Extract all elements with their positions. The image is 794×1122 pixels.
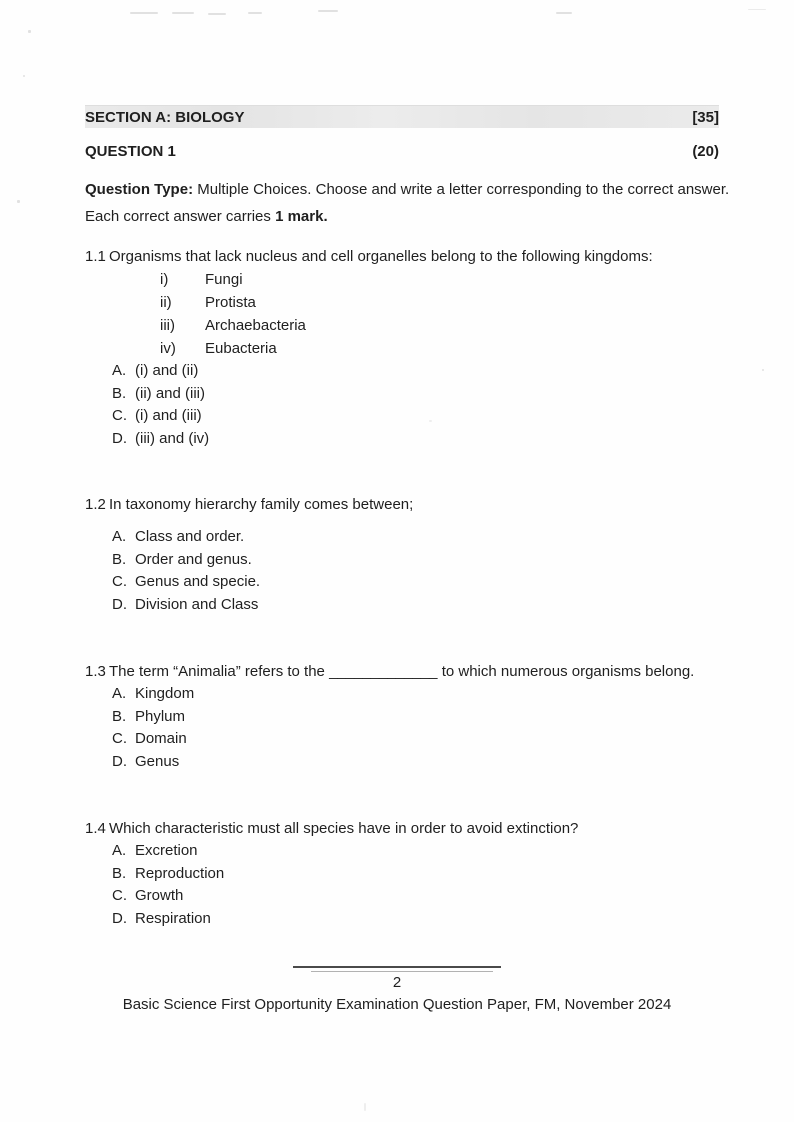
option-label: A. <box>112 362 127 379</box>
option-label: D. <box>112 909 127 927</box>
option-text: Phylum <box>135 707 186 725</box>
option-text: Domain <box>135 730 187 747</box>
option-text: Respiration <box>135 909 211 927</box>
option-label: C. <box>112 887 127 904</box>
option-text: Reproduction <box>135 864 225 882</box>
footer-text: Basic Science First Opportunity Examination Question Paper, FM, November 2024 <box>122 996 672 1013</box>
option <box>85 728 719 751</box>
question-stem <box>85 817 719 840</box>
scan-artifact <box>364 1103 366 1111</box>
option-label: A. <box>112 528 127 545</box>
option-text: (i) and (iii) <box>135 407 202 424</box>
option <box>85 405 719 428</box>
option-text: Order and genus. <box>135 550 252 568</box>
option <box>85 840 719 863</box>
section-marks: [35] <box>692 108 719 126</box>
roman-item-label: i) <box>160 271 169 288</box>
question-stem <box>85 245 719 268</box>
option <box>85 706 719 729</box>
question-stem <box>85 660 719 683</box>
scan-artifact <box>748 9 766 10</box>
question-1-4 <box>85 817 719 930</box>
option <box>85 526 719 549</box>
option-label: B. <box>112 384 127 402</box>
options-list <box>85 360 719 450</box>
option <box>85 885 719 908</box>
page-number: 2 <box>392 974 402 991</box>
instructions-label: Question Type: <box>85 181 194 198</box>
roman-item <box>85 314 719 337</box>
roman-item-text: Archaebacteria <box>205 317 306 334</box>
question-number: 1.4 <box>85 820 106 837</box>
option-label: C. <box>112 730 127 747</box>
option-text: Genus and specie. <box>135 573 261 590</box>
options-list <box>85 526 719 616</box>
question-title: QUESTION 1 <box>85 143 176 160</box>
option-label: B. <box>112 550 127 568</box>
footer-rule-shadow <box>311 971 493 972</box>
section-header <box>85 106 719 128</box>
section-title: SECTION A: BIOLOGY <box>85 108 245 126</box>
option-text: Division and Class <box>135 595 259 613</box>
option-label: B. <box>112 707 127 725</box>
option-text: (iii) and (iv) <box>135 429 210 447</box>
question-type-instructions <box>85 176 735 230</box>
option-text: Excretion <box>135 842 198 859</box>
option <box>85 683 719 706</box>
roman-list <box>85 268 719 360</box>
option-text: Class and order. <box>135 528 245 545</box>
roman-item-text: Eubacteria <box>205 340 277 357</box>
options-list <box>85 683 719 773</box>
question-marks: (20) <box>692 143 719 160</box>
option <box>85 383 719 406</box>
scan-artifact <box>23 75 25 77</box>
option-label: D. <box>112 595 127 613</box>
footer-rule <box>293 966 501 968</box>
page-footer <box>0 966 794 1013</box>
question-stem <box>85 493 719 516</box>
option <box>85 428 719 451</box>
option-text: Growth <box>135 887 184 904</box>
question-text: The term “Animalia” refers to the _____________ to which numerous organisms belong. <box>109 663 695 680</box>
roman-item-label: ii) <box>160 294 172 311</box>
roman-item-label: iv) <box>160 340 176 357</box>
scan-artifact <box>17 200 20 203</box>
question-1-1 <box>85 245 719 450</box>
option-text: Kingdom <box>135 685 195 702</box>
question-text: In taxonomy hierarchy family comes between; <box>109 496 414 513</box>
question-header <box>85 143 719 161</box>
roman-item <box>85 337 719 360</box>
options-list <box>85 840 719 930</box>
roman-item-text: Fungi <box>205 271 243 288</box>
roman-item <box>85 268 719 291</box>
option <box>85 594 719 617</box>
scan-artifact <box>762 369 764 371</box>
question-number: 1.1 <box>85 248 106 265</box>
option <box>85 863 719 886</box>
option <box>85 751 719 774</box>
page-content <box>85 0 730 930</box>
question-1-3 <box>85 660 719 773</box>
option-label: A. <box>112 842 127 859</box>
option <box>85 571 719 594</box>
question-text: Which characteristic must all species have in order to avoid extinction? <box>109 820 579 837</box>
option-label: C. <box>112 573 127 590</box>
question-text: Organisms that lack nucleus and cell organelles belong to the following kingdoms: <box>109 248 653 265</box>
option-text: (i) and (ii) <box>135 362 199 379</box>
roman-item-text: Protista <box>205 294 256 311</box>
option <box>85 360 719 383</box>
roman-item <box>85 291 719 314</box>
scan-artifact <box>28 30 31 33</box>
option <box>85 908 719 931</box>
option-label: A. <box>112 685 127 702</box>
question-number: 1.2 <box>85 496 106 513</box>
option-label: C. <box>112 407 127 424</box>
option-label: B. <box>112 864 127 882</box>
question-1-2 <box>85 493 719 616</box>
instructions-bold-suffix: 1 mark. <box>275 208 328 225</box>
roman-item-label: iii) <box>160 317 175 334</box>
instructions-text: Multiple Choices. Choose and write a letter corresponding to the correct answer. Each correct answer carries <box>85 181 730 225</box>
option-text: (ii) and (iii) <box>135 384 206 402</box>
option-label: D. <box>112 429 127 447</box>
option-label: D. <box>112 752 127 770</box>
option <box>85 549 719 572</box>
question-number: 1.3 <box>85 663 106 680</box>
option-text: Genus <box>135 752 180 770</box>
